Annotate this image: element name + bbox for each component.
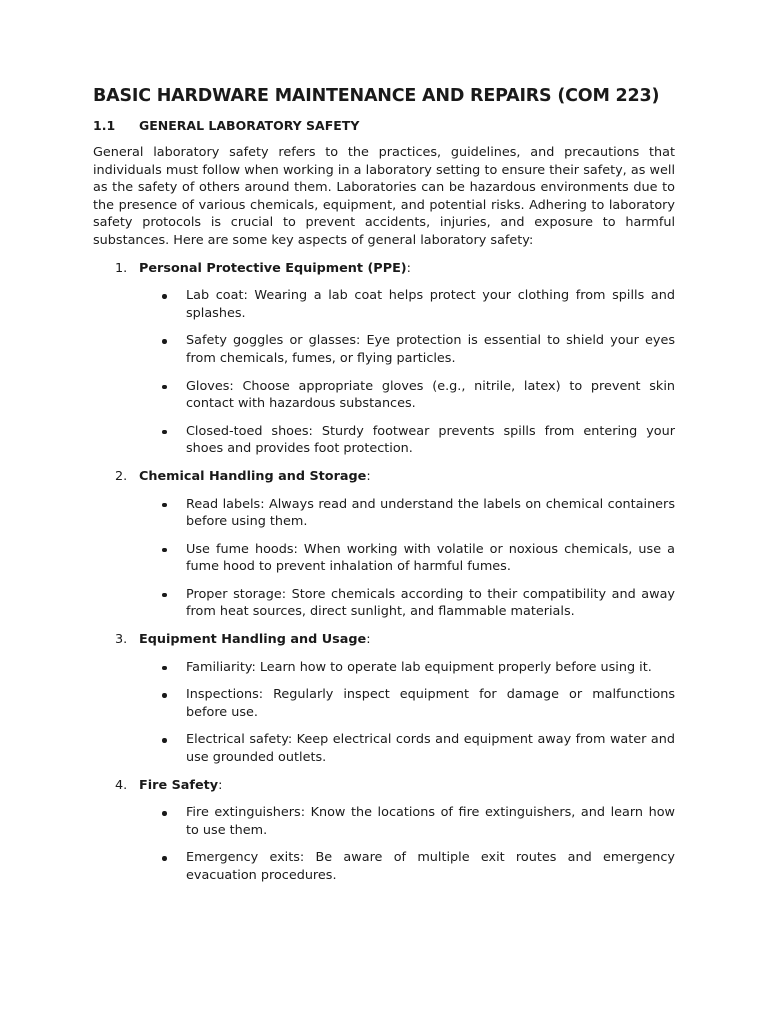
list-item	[93, 468, 675, 621]
safety-list	[93, 260, 675, 885]
bullet-item	[93, 287, 675, 322]
bullet-list	[93, 659, 675, 767]
bullet-icon	[93, 287, 186, 322]
bullet-text: Lab coat: Wearing a lab coat helps protect your clothing from spills and splashes.	[186, 288, 675, 321]
bullet-icon	[93, 586, 186, 621]
list-item-suffix: :	[366, 632, 371, 648]
bullet-icon	[93, 804, 186, 839]
bullet-text: Inspections: Regularly inspect equipment for damage or malfunctions before use.	[186, 687, 675, 720]
bullet-item	[93, 849, 675, 884]
intro-paragraph: General laboratory safety refers to the practices, guidelines, and precautions that individuals must follow when working in a laboratory setting to ensure their safety, as well as the safety of others around them. Laboratories can be hazardous environments due to the presence of various chemicals, equipment, and potential risks. Adhering to laboratory safety protocols is crucial to prevent accidents, injuries, and exposure to harmful substances. Here are some key aspects of general laboratory safety:	[93, 145, 675, 248]
bullet-item	[93, 541, 675, 576]
bullet-text: Fire extinguishers: Know the locations of fire extinguishers, and learn how to use them.	[186, 805, 675, 838]
bullet-icon	[93, 731, 186, 766]
section-title: GENERAL LABORATORY SAFETY	[139, 118, 360, 133]
bullet-list	[93, 496, 675, 622]
list-item-suffix: :	[406, 260, 411, 276]
bullet-icon	[93, 378, 186, 413]
bullet-item	[93, 731, 675, 766]
list-item-title: Personal Protective Equipment (PPE)	[139, 260, 407, 276]
bullet-list	[93, 287, 675, 458]
bullet-icon	[93, 332, 186, 367]
list-item	[93, 260, 675, 458]
bullet-icon	[93, 423, 186, 458]
bullet-item	[93, 659, 675, 677]
list-item-title: Chemical Handling and Storage	[139, 468, 367, 484]
bullet-item	[93, 686, 675, 721]
bullet-item	[93, 423, 675, 458]
list-item	[93, 631, 675, 767]
bullet-text: Use fume hoods: When working with volatile or noxious chemicals, use a fume hood to prevent inhalation of harmful fumes.	[186, 541, 675, 575]
list-item-title: Fire Safety	[139, 777, 219, 793]
bullet-list	[93, 804, 675, 884]
bullet-text: Gloves: Choose appropriate gloves (e.g., nitrile, latex) to prevent skin contact with hazardous substances.	[186, 378, 675, 412]
bullet-item	[93, 586, 675, 621]
list-item-heading	[93, 777, 675, 795]
bullet-text: Read labels: Always read and understand the labels on chemical containers before using them.	[186, 496, 675, 530]
list-item-heading	[93, 468, 675, 486]
list-item	[93, 777, 675, 885]
section-number: 1.1	[93, 118, 116, 133]
bullet-text: Proper storage: Store chemicals according to their compatibility and away from heat sources, direct sunlight, and flammable materials.	[186, 586, 675, 620]
list-item-heading	[93, 631, 675, 649]
bullet-text: Safety goggles or glasses: Eye protection is essential to shield your eyes from chemicals, fumes, or flying particles.	[186, 333, 675, 366]
list-item-heading	[93, 260, 675, 278]
bullet-icon	[93, 849, 186, 884]
list-item-number: 3.	[115, 632, 128, 648]
bullet-item	[93, 804, 675, 839]
document-title: BASIC HARDWARE MAINTENANCE AND REPAIRS (COM 223)	[93, 86, 660, 106]
bullet-item	[93, 496, 675, 531]
bullet-text: Emergency exits: Be aware of multiple exit routes and emergency evacuation procedures.	[186, 850, 675, 883]
list-item-number: 4.	[115, 777, 128, 793]
list-item-suffix: :	[218, 777, 223, 793]
bullet-icon	[93, 659, 186, 677]
bullet-item	[93, 332, 675, 367]
document-page	[93, 86, 675, 895]
list-item-title: Equipment Handling and Usage	[139, 632, 367, 648]
list-item-number: 2.	[115, 468, 128, 484]
bullet-item	[93, 378, 675, 413]
list-item-suffix: :	[366, 468, 371, 484]
bullet-text: Familiarity: Learn how to operate lab equipment properly before using it.	[186, 659, 652, 675]
bullet-icon	[93, 496, 186, 531]
section-heading	[93, 118, 675, 133]
bullet-text: Closed-toed shoes: Sturdy footwear prevents spills from entering your shoes and provides foot protection.	[186, 423, 675, 457]
list-item-number: 1.	[115, 260, 128, 276]
bullet-text: Electrical safety: Keep electrical cords and equipment away from water and use grounded outlets.	[186, 732, 675, 766]
bullet-icon	[93, 541, 186, 576]
bullet-icon	[93, 686, 186, 721]
